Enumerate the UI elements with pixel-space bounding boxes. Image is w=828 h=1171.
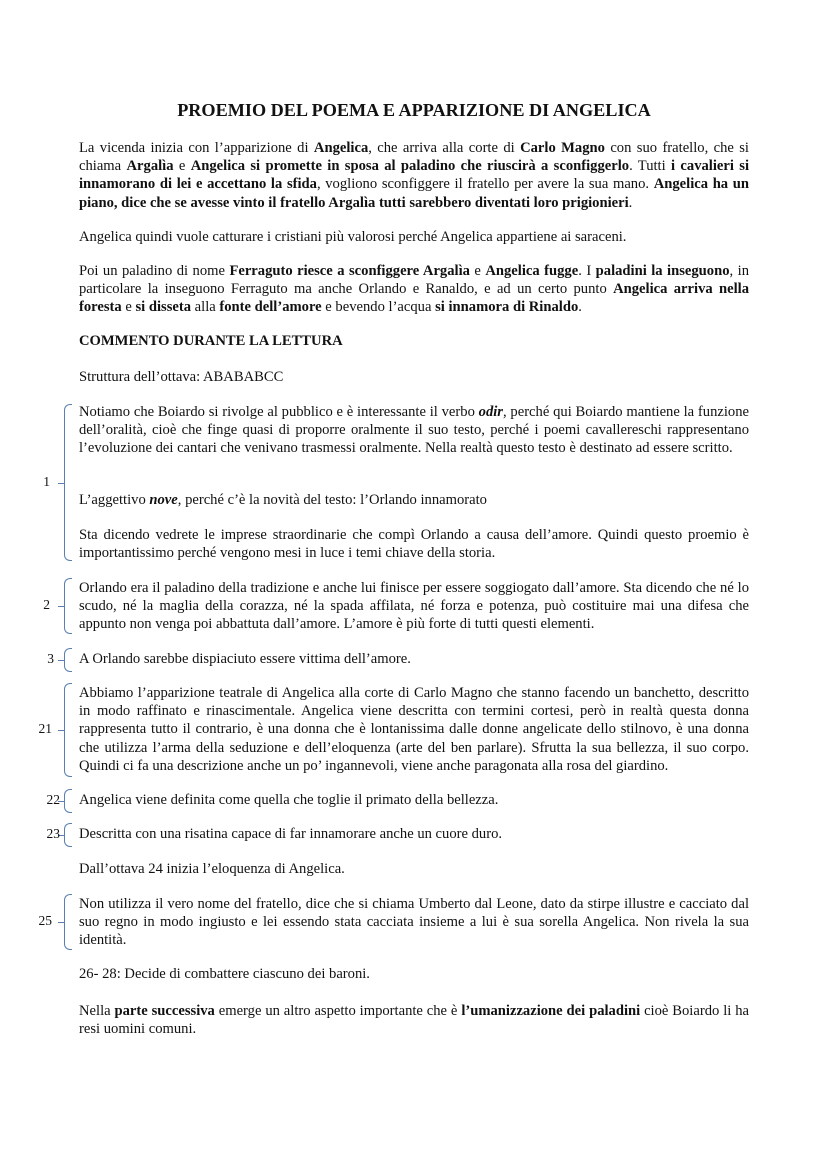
stanza-number-22: 22 [46, 792, 60, 807]
text-run: cioè Boiardo li ha resi uomini comuni. [79, 1003, 749, 1038]
bold-run: Angelica si promette in sposa al paladino che riuscirà a sconfiggerlo [190, 158, 630, 175]
text-run: e [121, 299, 136, 316]
text-run: . [578, 299, 582, 316]
text-run: L’aggettivo [79, 492, 150, 508]
comment-stanza-23: Descritta con una risatina capace di far innamorare anche un cuore duro. [79, 826, 503, 842]
stanza-number-3: 3 [47, 651, 54, 666]
text-run: . [628, 194, 633, 211]
bracket-stanza-2 [64, 578, 72, 634]
text-run: , perché qui Boiardo mantiene la funzione dell’oralità, cioè che finge quasi di proporre oralmente il suo testo, perché i poemi cavallereschi rappresentano l’evoluzione dei cantari che venivano trasmessi oralmente. Nella realtà questo testo è destinato ad essere scritto. [79, 404, 749, 457]
bold-run: Angelica [313, 140, 369, 156]
bold-run: fonte dell’amore [219, 299, 322, 316]
comment-stanza-21: Abbiamo l’apparizione teatrale di Angelica alla corte di Carlo Magno che stanno facendo un banchetto, descritto in modo raffinato e rinascimentale. Angelica viene descritta con termini cortesi, però in realtà questa donna rappresenta tutto il contrario, è una donna che è lontanissima dalle donne angelicate dello stilnovo, è una donna che utilizza l’arma della seduzione e dell’eloquenza (arte del ben parlare). Sfrutta la sua bellezza, il suo corpo. Quindi ci fa una descrizione anche un po’ ingannevoli, viene anche paragonata alla rosa del giardino. [79, 685, 749, 774]
bold-run: i cavalieri si innamorano di lei e accettano la sfida [79, 158, 749, 193]
stanza-number-1: 1 [43, 474, 50, 489]
text-run: , perché c’è la novità del testo: l’Orlando innamorato [177, 492, 487, 508]
stanza-number-2: 2 [43, 597, 50, 612]
bold-run: Angelica fugge [485, 263, 579, 279]
bold-run: Angelica arriva nella foresta [79, 281, 750, 316]
section-heading: COMMENTO DURANTE LA LETTURA [79, 333, 343, 349]
text-run: , che arriva alla corte di [368, 140, 521, 156]
bold-run: Argalìa [126, 158, 174, 175]
text-run: Nella [79, 1003, 115, 1019]
comment-stanza-22: Angelica viene definita come quella che toglie il primato della bellezza. [79, 792, 499, 808]
text-run: , vogliono sconfiggere il fratello per avere la sua mano. [316, 176, 654, 193]
text-run: e bevendo l’acqua [321, 299, 436, 316]
bracket-stanza-23 [64, 823, 72, 847]
bracket-stanza-3 [64, 648, 72, 672]
text-run: con suo fratello, che si chiama [79, 140, 749, 175]
stanza-number-25: 25 [38, 913, 52, 928]
bold-run: si disseta [135, 299, 192, 316]
bracket-stanza-25 [64, 894, 72, 950]
text-run: . Tutti [629, 158, 672, 175]
text-run: . I [578, 263, 596, 279]
comment-stanza-2: Orlando era il paladino della tradizione e anche lui finisce per essere soggiogato dall’amore. Sta dicendo che né lo scudo, né la maglia della corazza, né la spada affilata, né forza e potenza, può costituire mai una difesa che appunto non venga poi abbattuta dall’amore. L’amore è più forte di tutti questi elementi. [79, 580, 749, 633]
text-run: Poi un paladino di nome [79, 263, 230, 279]
comment-stanza-1-proemio: Sta dicendo vedrete le imprese straordinarie che compì Orlando a causa dell’amore. Quindi questo proemio è importantissimo perché vengono mesi in luce i temi chiave della storia. [79, 527, 749, 562]
comment-stanza-1-nove [79, 491, 749, 509]
bold-run: parte successiva [114, 1003, 215, 1019]
final-paragraph [79, 1002, 749, 1038]
text-run: , in particolare la inseguono Ferraguto ma anche Orlando e Ranaldo, e ad un certo punto [79, 263, 749, 298]
bold-run: Ferraguto riesce a sconfiggere Argalìa [229, 263, 470, 279]
bracket-stanza-22 [64, 789, 72, 813]
bold-italic-run: odir [478, 404, 503, 420]
ottava-structure: Struttura dell’ottava: ABABABCC [79, 369, 284, 385]
bracket-stanza-1 [64, 404, 72, 561]
comment-stanza-3: A Orlando sarebbe dispiaciuto essere vittima dell’amore. [79, 651, 411, 667]
comment-stanze-26-28: 26- 28: Decide di combattere ciascuno dei baroni. [79, 966, 370, 982]
page-title: PROEMIO DEL POEMA E APPARIZIONE DI ANGELICA [177, 100, 651, 120]
stanza-number-21: 21 [38, 721, 52, 736]
text-run: e [469, 263, 486, 279]
stanza-number-23: 23 [46, 826, 60, 841]
bold-run: Carlo Magno [520, 140, 605, 156]
text-run: Notiamo che Boiardo si rivolge al pubblico e è interessante il verbo [79, 404, 479, 420]
comment-stanza-24: Dall’ottava 24 inizia l’eloquenza di Angelica. [79, 861, 345, 877]
text-run: La vicenda inizia con l’apparizione di [79, 140, 314, 156]
comment-stanza-25: Non utilizza il vero nome del fratello, dice che si chiama Umberto dal Leone, dato da stirpe illustre e cacciato dal suo regno in modo ingiusto e lei essendo stata cacciata insieme a lui è sua sorella Angelica. Non rivela la sua identità. [79, 896, 749, 949]
bracket-stanza-21 [64, 683, 72, 777]
bold-run: l’umanizzazione dei paladini [461, 1003, 641, 1019]
text-run: alla [191, 299, 220, 316]
bold-run: paladini la inseguono [595, 263, 730, 279]
paragraph-saraceni: Angelica quindi vuole catturare i cristiani più valorosi perché Angelica appartiene ai saraceni. [79, 229, 627, 245]
text-run: e [173, 158, 191, 175]
comment-stanza-1-oralita [79, 403, 749, 458]
text-run: emerge un altro aspetto importante che è [214, 1003, 462, 1019]
bold-run: Angelica ha un piano, dice che se avesse vinto il fratello Argalìa tutti sarebbero diventati loro prigionieri [79, 176, 750, 211]
bold-italic-run: nove [149, 492, 178, 508]
intro-paragraph [79, 139, 749, 212]
bold-run: si innamora di Rinaldo [435, 299, 579, 316]
paragraph-ferraguto [79, 262, 749, 317]
